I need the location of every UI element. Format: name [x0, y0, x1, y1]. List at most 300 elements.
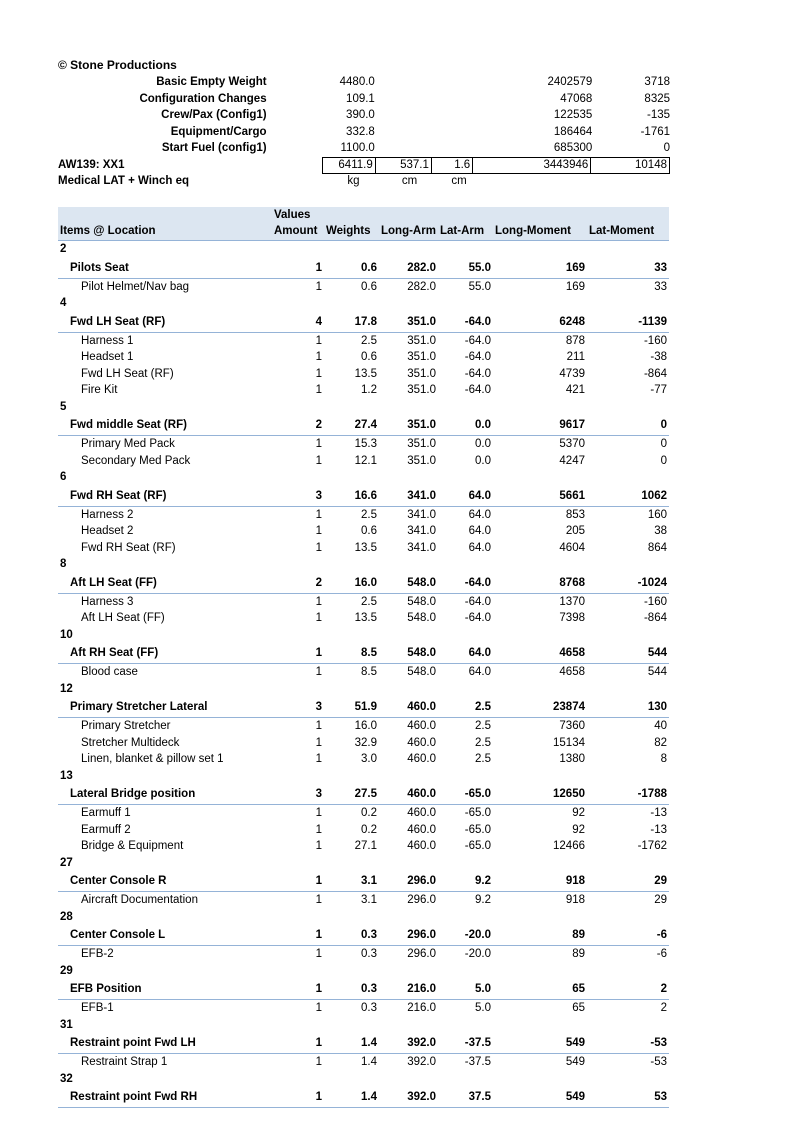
- item-name: Primary Med Pack: [81, 438, 175, 450]
- location-id-row: [58, 1071, 669, 1088]
- item-long-arm: 460.0: [407, 823, 436, 836]
- item-weight: 0.6: [361, 525, 377, 537]
- aircraft-label: AW139: XX1: [58, 158, 125, 171]
- location-lat-arm: -65.0: [438, 784, 493, 805]
- location-weight: 0.3: [324, 925, 379, 946]
- location-lat-arm: -20.0: [438, 925, 493, 946]
- aircraft-long-moment: 3443946: [473, 157, 591, 174]
- item-amount: 1: [315, 1056, 322, 1068]
- location-name: Center Console L: [58, 925, 272, 946]
- location-lat-arm: 5.0: [438, 979, 493, 1000]
- item-amount: 1: [315, 720, 322, 732]
- item-weight: 1.4: [361, 1056, 377, 1068]
- location-subtotal-row[interactable]: [58, 415, 669, 436]
- summary-weight: 1100.0: [340, 142, 375, 154]
- location-subtotal-row[interactable]: [58, 1087, 669, 1108]
- item-name: Aft LH Seat (FF): [81, 612, 165, 624]
- item-name: Stretcher Multideck: [81, 736, 180, 749]
- location-weight: 1.4: [324, 1033, 379, 1054]
- location-subtotal-row[interactable]: [58, 573, 669, 594]
- item-amount: 1: [315, 280, 322, 293]
- location-id: 5: [60, 400, 67, 413]
- item-lat-moment: 33: [654, 280, 667, 293]
- item-amount: 1: [315, 612, 322, 624]
- location-amount: 1: [272, 925, 324, 946]
- unit-lat-arm: cm: [451, 175, 467, 187]
- item-lat-moment: 160: [647, 508, 667, 521]
- table-row[interactable]: [58, 838, 669, 855]
- item-name: Fire Kit: [81, 384, 118, 396]
- location-weight: 51.9: [324, 697, 379, 718]
- item-long-moment: 92: [572, 807, 585, 819]
- item-name: Bridge & Equipment: [81, 840, 184, 852]
- table-row[interactable]: [58, 751, 669, 768]
- item-weight: 0.3: [361, 1002, 377, 1014]
- item-lat-arm: -64.0: [464, 367, 491, 380]
- aircraft-lat-arm: 1.6: [432, 157, 473, 174]
- location-lat-moment: -1024: [587, 573, 669, 594]
- col-header-long-arm[interactable]: Long-Arm: [379, 223, 438, 241]
- copyright-text: © Stone Productions: [58, 58, 177, 72]
- item-name: Earmuff 1: [81, 807, 131, 819]
- item-weight: 27.1: [354, 840, 377, 852]
- item-amount: 1: [315, 595, 322, 608]
- table-row[interactable]: [58, 664, 669, 681]
- item-weight: 0.6: [361, 351, 377, 363]
- item-name: Fwd LH Seat (RF): [81, 367, 174, 380]
- summary-long-moment: 122535: [553, 109, 593, 121]
- location-lat-moment: -1139: [587, 312, 669, 333]
- item-name: Restraint Strap 1: [81, 1056, 168, 1068]
- location-lat-arm: 55.0: [438, 258, 493, 279]
- col-header-amount[interactable]: Amount: [272, 223, 324, 241]
- item-long-arm: 460.0: [407, 753, 436, 765]
- table-row[interactable]: [58, 382, 669, 399]
- item-amount: 1: [315, 541, 322, 554]
- item-amount: 1: [315, 1002, 322, 1014]
- location-name: Restraint point Fwd LH: [58, 1033, 272, 1054]
- item-amount: 1: [315, 840, 322, 852]
- item-weight: 0.6: [361, 280, 377, 293]
- location-lat-moment: 1062: [587, 486, 669, 507]
- item-long-arm: 548.0: [407, 595, 436, 608]
- item-lat-moment: 29: [654, 894, 667, 906]
- table-row[interactable]: [58, 805, 669, 822]
- summary-label: Equipment/Cargo: [170, 125, 267, 138]
- table-row[interactable]: [58, 349, 669, 366]
- location-weight: 27.4: [324, 415, 379, 436]
- location-long-moment: 23874: [493, 697, 587, 718]
- summary-lat-moment: 3718: [644, 76, 671, 88]
- location-lat-moment: 130: [587, 697, 669, 718]
- aircraft-total-weight: 6411.9: [322, 157, 376, 174]
- item-long-moment: 7398: [559, 612, 585, 624]
- location-subtotal-row[interactable]: [58, 486, 669, 507]
- summary-long-moment: 2402579: [547, 76, 593, 88]
- item-lat-arm: -64.0: [464, 334, 491, 347]
- item-weight: 0.2: [361, 823, 377, 836]
- location-id-row: [58, 909, 669, 926]
- item-long-moment: 92: [572, 823, 585, 836]
- item-long-moment: 4739: [559, 367, 585, 380]
- location-long-arm: 548.0: [379, 643, 438, 664]
- item-amount: 1: [315, 351, 322, 363]
- item-lat-arm: -64.0: [464, 612, 491, 624]
- item-lat-moment: 40: [654, 720, 667, 732]
- item-lat-arm: 9.2: [475, 894, 491, 906]
- item-long-arm: 351.0: [407, 438, 436, 450]
- item-long-moment: 918: [565, 894, 585, 906]
- location-id: 12: [60, 682, 73, 695]
- item-name: Headset 2: [81, 525, 134, 537]
- item-amount: 1: [315, 823, 322, 836]
- item-lat-arm: -37.5: [464, 1056, 491, 1068]
- item-long-moment: 549: [565, 1056, 585, 1068]
- table-row[interactable]: [58, 278, 669, 295]
- table-row[interactable]: [58, 593, 669, 610]
- location-long-arm: 351.0: [379, 312, 438, 333]
- location-long-moment: 549: [493, 1087, 587, 1108]
- location-weight: 27.5: [324, 784, 379, 805]
- location-id: 4: [60, 297, 67, 309]
- item-amount: 1: [315, 753, 322, 765]
- summary-section: [58, 57, 670, 190]
- item-weight: 3.1: [361, 894, 377, 906]
- location-amount: 1: [272, 979, 324, 1000]
- location-long-moment: 5661: [493, 486, 587, 507]
- location-name: EFB Position: [58, 979, 272, 1000]
- item-lat-arm: -64.0: [464, 595, 491, 608]
- item-weight: 2.5: [361, 334, 377, 347]
- summary-weight: 109.1: [346, 92, 375, 105]
- item-amount: 1: [315, 334, 322, 347]
- item-long-arm: 341.0: [407, 541, 436, 554]
- location-id-row: [58, 627, 669, 644]
- item-lat-arm: -65.0: [464, 823, 491, 836]
- location-name: Aft RH Seat (FF): [58, 643, 272, 664]
- item-lat-arm: -64.0: [464, 351, 491, 363]
- location-weight: 16.0: [324, 573, 379, 594]
- location-id-row: [58, 768, 669, 785]
- item-lat-arm: 2.5: [475, 720, 491, 732]
- unit-weight: kg: [347, 175, 360, 187]
- location-amount: 3: [272, 784, 324, 805]
- location-lat-arm: 0.0: [438, 415, 493, 436]
- item-amount: 1: [315, 666, 322, 678]
- summary-label: Configuration Changes: [139, 92, 267, 105]
- location-lat-arm: -64.0: [438, 573, 493, 594]
- item-amount: 1: [315, 948, 322, 960]
- location-id-row: [58, 241, 669, 258]
- col-header-long-moment[interactable]: Long-Moment: [493, 223, 587, 241]
- location-subtotal-row[interactable]: [58, 258, 669, 279]
- item-long-arm: 460.0: [407, 840, 436, 852]
- item-amount: 1: [315, 894, 322, 906]
- col-header-items-location[interactable]: Items @ Location: [58, 223, 272, 241]
- item-long-arm: 548.0: [407, 666, 436, 678]
- unit-long-arm: cm: [401, 175, 418, 187]
- item-weight: 1.2: [361, 384, 377, 396]
- table-row[interactable]: [58, 822, 669, 839]
- location-long-moment: 12650: [493, 784, 587, 805]
- summary-row-crew-pax: [58, 107, 670, 124]
- location-id: 6: [60, 471, 67, 483]
- location-long-arm: 392.0: [379, 1087, 438, 1108]
- item-amount: 1: [315, 525, 322, 537]
- summary-lat-moment: 0: [663, 142, 671, 154]
- item-lat-moment: 38: [654, 525, 667, 537]
- item-long-arm: 548.0: [407, 612, 436, 624]
- location-long-arm: 392.0: [379, 1033, 438, 1054]
- location-name: Fwd RH Seat (RF): [58, 486, 272, 507]
- item-lat-moment: -13: [650, 807, 667, 819]
- item-long-arm: 341.0: [407, 508, 436, 521]
- table-row[interactable]: [58, 735, 669, 752]
- location-id-row: [58, 469, 669, 486]
- location-long-arm: 296.0: [379, 925, 438, 946]
- item-weight: 16.0: [354, 720, 377, 732]
- table-row[interactable]: [58, 523, 669, 540]
- table-row[interactable]: [58, 610, 669, 627]
- summary-long-moment: 186464: [553, 125, 593, 138]
- item-name: Harness 1: [81, 334, 134, 347]
- summary-weight: 4480.0: [339, 76, 375, 88]
- item-lat-moment: 8: [660, 753, 667, 765]
- location-weight: 3.1: [324, 871, 379, 892]
- item-amount: 1: [315, 454, 322, 467]
- item-name: Earmuff 2: [81, 823, 131, 836]
- location-id-row: [58, 399, 669, 416]
- item-lat-moment: 0: [660, 438, 667, 450]
- item-name: Harness 2: [81, 508, 134, 521]
- item-name: Secondary Med Pack: [81, 454, 191, 467]
- location-id-row: [58, 556, 669, 573]
- summary-row-configuration-changes: [58, 91, 670, 108]
- summary-label: Crew/Pax (Config1): [161, 109, 267, 121]
- item-lat-moment: -38: [650, 351, 667, 363]
- location-id: 13: [60, 769, 73, 782]
- item-lat-moment: -77: [650, 384, 667, 396]
- item-weight: 2.5: [361, 508, 377, 521]
- table-row[interactable]: [58, 453, 669, 470]
- summary-weight: 332.8: [346, 125, 375, 138]
- location-subtotal-row[interactable]: [58, 643, 669, 664]
- location-amount: 1: [272, 258, 324, 279]
- location-long-arm: 460.0: [379, 784, 438, 805]
- location-subtotal-row[interactable]: [58, 871, 669, 892]
- location-weight: 0.6: [324, 258, 379, 279]
- table-row[interactable]: [58, 718, 669, 735]
- location-long-moment: 65: [493, 979, 587, 1000]
- item-lat-arm: -64.0: [464, 384, 491, 396]
- item-lat-arm: 0.0: [475, 454, 491, 467]
- item-weight: 32.9: [354, 736, 377, 749]
- item-lat-arm: 0.0: [475, 438, 491, 450]
- location-long-moment: 918: [493, 871, 587, 892]
- item-lat-arm: 64.0: [468, 525, 491, 537]
- item-name: Aircraft Documentation: [81, 894, 198, 906]
- location-name: Fwd middle Seat (RF): [58, 415, 272, 436]
- aircraft-lat-moment: 10148: [591, 157, 670, 174]
- summary-lat-moment: -1761: [640, 125, 671, 138]
- item-lat-moment: 82: [654, 736, 667, 749]
- location-id: 8: [60, 558, 67, 570]
- location-subtotal-row[interactable]: [58, 979, 669, 1000]
- item-name: Pilot Helmet/Nav bag: [81, 280, 190, 293]
- location-name: Lateral Bridge position: [58, 784, 272, 805]
- item-long-arm: 460.0: [407, 807, 436, 819]
- table-row[interactable]: [58, 946, 669, 963]
- item-amount: 1: [315, 807, 322, 819]
- location-lat-moment: 544: [587, 643, 669, 664]
- table-row[interactable]: [58, 540, 669, 557]
- location-amount: 1: [272, 1033, 324, 1054]
- location-id-row: [58, 963, 669, 980]
- item-amount: 1: [315, 736, 322, 749]
- location-weight: 0.3: [324, 979, 379, 1000]
- table-header-row-values: [58, 207, 669, 223]
- item-name: Fwd RH Seat (RF): [81, 541, 176, 554]
- summary-label: Start Fuel (config1): [161, 142, 267, 154]
- location-id-row: [58, 295, 669, 312]
- location-lat-arm: 9.2: [438, 871, 493, 892]
- location-long-moment: 169: [493, 258, 587, 279]
- summary-long-moment: 685300: [553, 142, 593, 154]
- item-long-moment: 4247: [559, 454, 585, 467]
- item-weight: 13.5: [354, 612, 377, 624]
- col-header-weights[interactable]: Weights: [324, 223, 379, 241]
- item-name: Harness 3: [81, 595, 134, 608]
- item-long-moment: 4604: [559, 541, 585, 554]
- values-header: Values: [272, 207, 324, 223]
- location-amount: 3: [272, 486, 324, 507]
- item-long-moment: 12466: [553, 840, 585, 852]
- location-subtotal-row[interactable]: [58, 925, 669, 946]
- location-name: Center Console R: [58, 871, 272, 892]
- item-lat-arm: 2.5: [475, 753, 491, 765]
- item-long-moment: 169: [565, 280, 585, 293]
- item-name: Linen, blanket & pillow set 1: [81, 753, 224, 765]
- item-amount: 1: [315, 384, 322, 396]
- item-weight: 0.3: [361, 948, 377, 960]
- item-weight: 13.5: [354, 541, 377, 554]
- location-long-moment: 6248: [493, 312, 587, 333]
- location-long-moment: 4658: [493, 643, 587, 664]
- location-lat-arm: -37.5: [438, 1033, 493, 1054]
- location-weight: 16.6: [324, 486, 379, 507]
- item-lat-arm: 64.0: [468, 508, 491, 521]
- item-long-moment: 89: [572, 948, 585, 960]
- item-long-arm: 282.0: [407, 280, 436, 293]
- table-row[interactable]: [58, 1000, 669, 1017]
- item-lat-moment: -864: [643, 612, 667, 624]
- summary-row-equipment-cargo: [58, 124, 670, 141]
- item-name: EFB-1: [81, 1002, 114, 1014]
- location-subtotal-row[interactable]: [58, 784, 669, 805]
- item-lat-moment: 0: [660, 454, 667, 467]
- table-row[interactable]: [58, 436, 669, 453]
- table-row[interactable]: [58, 1054, 669, 1071]
- item-long-moment: 4658: [559, 666, 585, 678]
- item-lat-arm: 64.0: [468, 541, 491, 554]
- item-weight: 8.5: [361, 666, 377, 678]
- location-long-arm: 282.0: [379, 258, 438, 279]
- item-weight: 0.2: [361, 807, 377, 819]
- item-lat-moment: 2: [660, 1002, 667, 1014]
- item-amount: 1: [315, 438, 322, 450]
- table-row[interactable]: [58, 892, 669, 909]
- summary-row-start-fuel: [58, 140, 670, 157]
- location-lat-moment: -6: [587, 925, 669, 946]
- item-long-arm: 351.0: [407, 454, 436, 467]
- location-lat-moment: -1788: [587, 784, 669, 805]
- item-weight: 2.5: [361, 595, 377, 608]
- item-name: Primary Stretcher: [81, 720, 171, 732]
- item-lat-arm: 64.0: [468, 666, 491, 678]
- item-long-arm: 216.0: [407, 1002, 436, 1014]
- summary-lat-moment: -135: [646, 109, 671, 121]
- summary-label: Basic Empty Weight: [156, 76, 267, 88]
- location-name: Aft LH Seat (FF): [58, 573, 272, 594]
- location-long-moment: 8768: [493, 573, 587, 594]
- location-amount: 3: [272, 697, 324, 718]
- location-subtotal-row[interactable]: [58, 1033, 669, 1054]
- table-row[interactable]: [58, 332, 669, 349]
- item-lat-moment: -160: [643, 595, 667, 608]
- item-name: Blood case: [81, 666, 138, 678]
- location-subtotal-row[interactable]: [58, 697, 669, 718]
- location-weight: 8.5: [324, 643, 379, 664]
- item-long-arm: 296.0: [407, 948, 436, 960]
- item-long-moment: 211: [566, 351, 585, 363]
- item-long-arm: 351.0: [407, 367, 436, 380]
- location-lat-moment: 0: [587, 415, 669, 436]
- aircraft-total-row: [58, 157, 670, 174]
- location-id: 2: [60, 243, 67, 255]
- item-name: EFB-2: [81, 948, 114, 960]
- location-long-arm: 351.0: [379, 415, 438, 436]
- item-long-moment: 1380: [559, 753, 585, 765]
- location-subtotal-row[interactable]: [58, 312, 669, 333]
- location-lat-arm: 37.5: [438, 1087, 493, 1108]
- aircraft-long-arm: 537.1: [376, 157, 432, 174]
- table-row[interactable]: [58, 506, 669, 523]
- item-lat-arm: 2.5: [475, 736, 491, 749]
- location-amount: 2: [272, 415, 324, 436]
- item-long-arm: 392.0: [407, 1056, 436, 1068]
- item-long-arm: 460.0: [407, 736, 436, 749]
- units-row: [58, 173, 670, 190]
- location-weight: 17.8: [324, 312, 379, 333]
- col-header-lat-arm[interactable]: Lat-Arm: [438, 223, 493, 241]
- location-amount: 2: [272, 573, 324, 594]
- summary-lat-moment: 8325: [644, 92, 671, 105]
- item-long-moment: 421: [565, 384, 585, 396]
- item-long-moment: 853: [565, 508, 585, 521]
- location-lat-arm: 64.0: [438, 486, 493, 507]
- item-lat-moment: -864: [643, 367, 667, 380]
- item-lat-moment: -13: [650, 823, 667, 836]
- item-long-moment: 65: [572, 1002, 585, 1014]
- table-header-row: [58, 223, 669, 241]
- col-header-lat-moment[interactable]: Lat-Moment: [587, 223, 669, 241]
- location-lat-arm: 2.5: [438, 697, 493, 718]
- location-lat-moment: -53: [587, 1033, 669, 1054]
- location-id: 10: [60, 628, 73, 641]
- item-lat-arm: 55.0: [468, 280, 491, 293]
- table-row[interactable]: [58, 366, 669, 383]
- location-id-row: [58, 681, 669, 698]
